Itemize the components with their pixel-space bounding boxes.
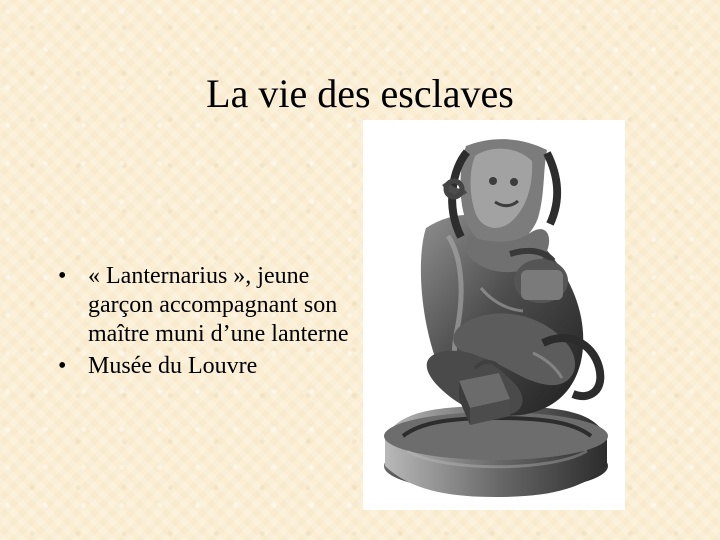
bullet-item-louvre — [58, 352, 358, 381]
slide-title: La vie des esclaves — [206, 71, 514, 116]
statuette-illustration — [363, 120, 625, 510]
bullet-text: Musée du Louvre — [88, 353, 258, 380]
bullet-list — [58, 262, 358, 385]
bullet-item-lanternarius — [58, 262, 358, 348]
bullet-text: « Lanternarius », jeune garçon accompagnant son maître muni d’une lanterne — [88, 263, 349, 347]
bullet-marker-icon: • — [58, 263, 67, 289]
statuette-image — [363, 120, 625, 510]
bullet-marker-icon: • — [58, 353, 67, 380]
